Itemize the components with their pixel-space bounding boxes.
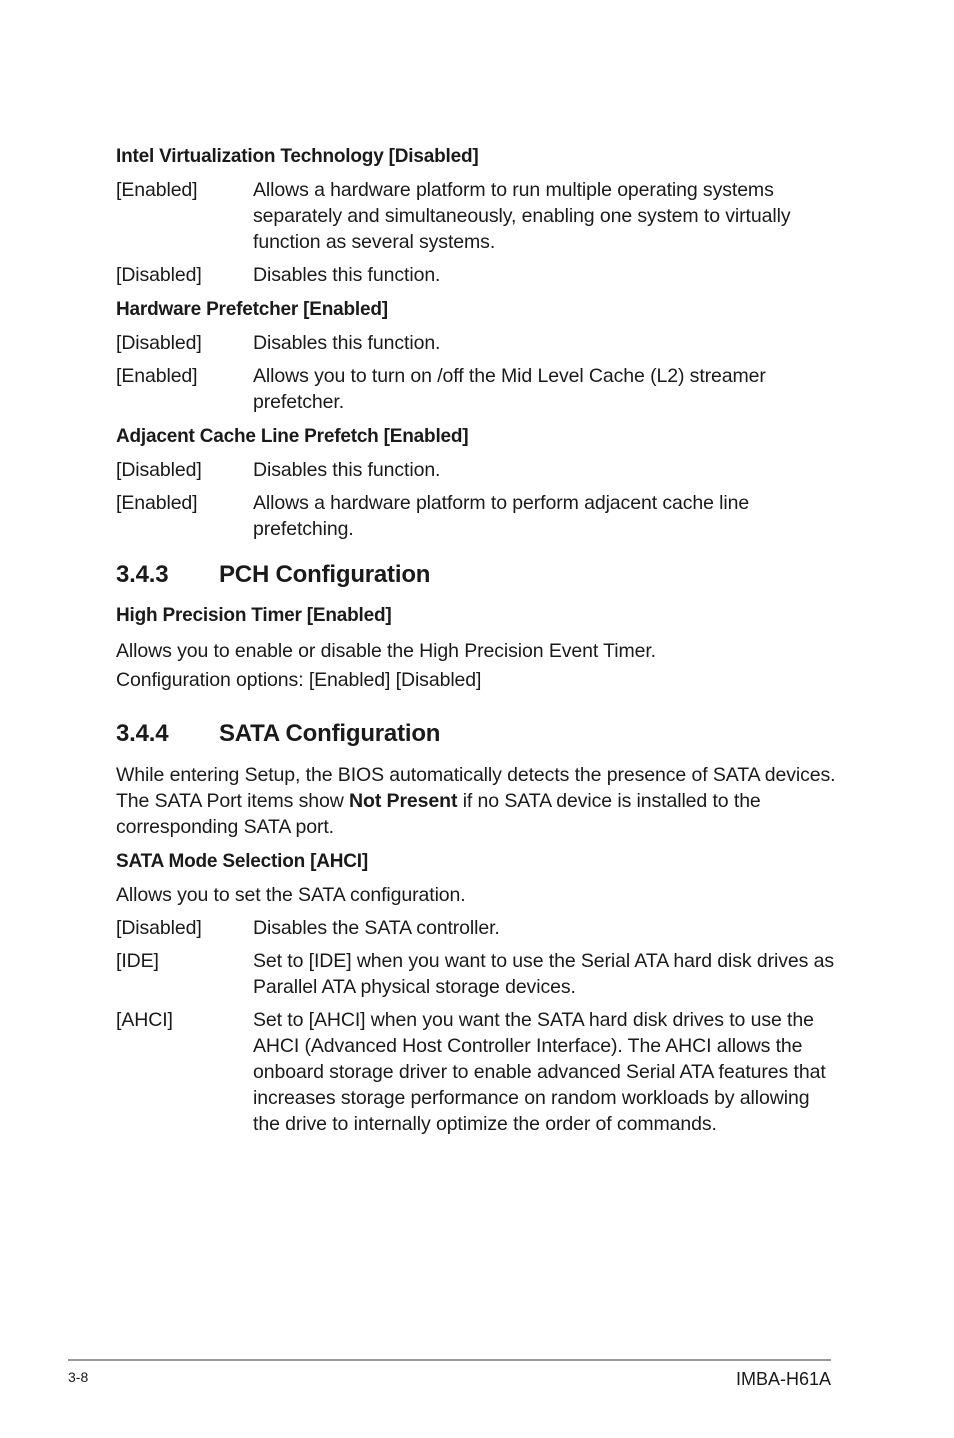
option-row <box>116 330 836 356</box>
intro-bold-text: Not Present <box>349 790 458 812</box>
section-number: 3.4.3 <box>116 561 169 588</box>
intro-text: if no SATA device is installed to the corresponding SATA port. <box>116 790 761 838</box>
item-title: SATA Mode Selection [AHCI] <box>116 851 369 872</box>
option-description: Allows a hardware platform to perform adjacent cache line prefetching. <box>253 492 750 540</box>
option-description: Disables the SATA controller. <box>253 917 500 939</box>
option-group-hardware-prefetcher <box>116 297 836 415</box>
footer-divider <box>68 1359 831 1361</box>
option-description: Disables this function. <box>253 459 441 481</box>
intro-text: While entering Setup, the BIOS automatically detects the presence of SATA devices. The SATA Port items show <box>116 764 836 812</box>
option-description: Disables this function. <box>253 264 441 286</box>
option-row <box>116 948 836 1000</box>
option-row <box>116 1007 836 1137</box>
option-key: [Disabled] <box>116 264 202 286</box>
section-title: SATA Configuration <box>219 720 441 747</box>
option-description: Allows you to turn on /off the Mid Level Cache (L2) streamer prefetcher. <box>253 365 766 413</box>
option-row <box>116 490 836 542</box>
intro-paragraph <box>116 762 836 840</box>
option-description: Set to [AHCI] when you want the SATA hard disk drives to use the AHCI (Advanced Host Controller Interface). The AHCI allows the onboard storage driver to enable advanced Serial ATA features that increases storage performance on random workloads by allowing the drive to internally optimize the order of commands. <box>253 1009 826 1135</box>
option-row <box>116 177 836 255</box>
section-title: PCH Configuration <box>219 561 431 588</box>
option-key: [Disabled] <box>116 459 202 481</box>
option-key: [AHCI] <box>116 1009 173 1031</box>
option-key: [Enabled] <box>116 179 198 201</box>
section-number: 3.4.4 <box>116 720 169 747</box>
model-name: IMBA-H61A <box>735 1369 831 1389</box>
option-description: Disables this function. <box>253 332 441 354</box>
paragraph: Allows you to enable or disable the High Precision Event Timer. <box>116 640 656 662</box>
option-key: [Enabled] <box>116 492 198 514</box>
item-title: Intel Virtualization Technology [Disabled] <box>116 146 479 167</box>
option-key: [Disabled] <box>116 332 202 354</box>
section-heading-pch <box>116 560 836 590</box>
option-group-adjacent-cache <box>116 424 836 542</box>
option-description: Set to [IDE] when you want to use the Serial ATA hard disk drives as Parallel ATA physical storage devices. <box>253 950 835 998</box>
option-row <box>116 363 836 415</box>
section-heading-sata <box>116 719 836 749</box>
option-row <box>116 915 836 941</box>
option-key: [IDE] <box>116 950 159 972</box>
option-row <box>116 457 836 483</box>
page-content <box>116 144 836 1144</box>
item-title: Hardware Prefetcher [Enabled] <box>116 299 388 320</box>
option-key: [Disabled] <box>116 917 202 939</box>
option-key: [Enabled] <box>116 365 198 387</box>
item-title: Adjacent Cache Line Prefetch [Enabled] <box>116 426 469 447</box>
paragraph: Configuration options: [Enabled] [Disabled] <box>116 669 482 691</box>
option-description: Allows a hardware platform to run multiple operating systems separately and simultaneously, enabling one system to virtually function as several systems. <box>253 179 791 253</box>
option-group-virtualization <box>116 144 836 288</box>
page-number: 3-8 <box>68 1369 89 1385</box>
option-row <box>116 262 836 288</box>
paragraph: Allows you to set the SATA configuration. <box>116 884 466 906</box>
item-title: High Precision Timer [Enabled] <box>116 605 392 626</box>
